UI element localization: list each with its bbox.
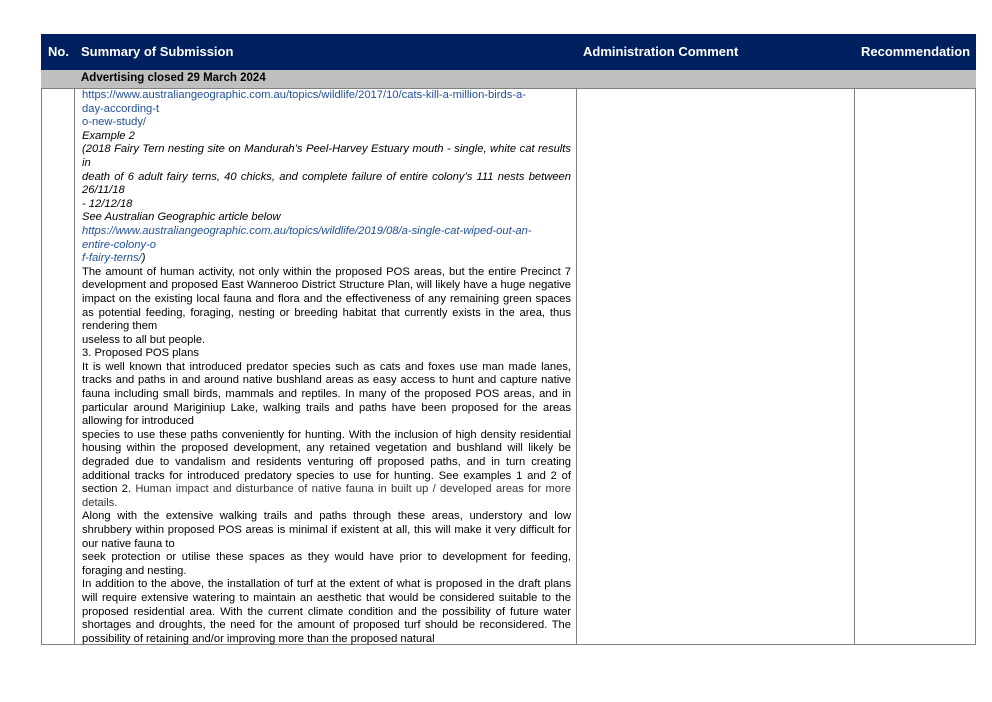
example-heading: Example 2 [82,129,135,142]
paragraph: The amount of human activity, not only within the proposed POS areas, but the entire Precinct 7 development and proposed East Wanneroo District Structure Plan, will likely have a huge negative impact on the existing local fauna and flora and the effectiveness of any remaining green spaces as potential feeding, foraging, nesting or breeding habitat that currently exists in the area, thus rendering them [82,265,571,333]
link-text[interactable]: entire-colony-o [82,238,156,251]
paragraph: Along with the extensive walking trails and paths through these areas, understory and low shrubbery within proposed POS areas is minimal if existent at all, this will make it very difficult for our native fauna to [82,510,571,550]
link-text[interactable]: https://www.australiangeographic.com.au/topics/wildlife/2017/10/cats-kill-a-million-birds-a- [82,89,526,101]
text-fragment: ) [141,252,146,265]
text-fragment: species to use these paths conveniently for hunting. With the inclusion of high density residential housing within the proposed development, any retained vegetation and bushland will likely be degraded due to vandalism and residents venturing off proposed paths, and in turn creating additional tracks for introduced predatory species to use for hunting. See examples 1 and 2 of section 2. [82,428,571,496]
column-divider [854,89,855,644]
paragraph-heading: 3. Proposed POS plans [82,347,199,360]
summary-text [82,89,571,646]
text-line: death of 6 adult fairy terns, 40 chicks, and complete failure of entire colony’s 111 nests between 26/11/18 [82,170,571,197]
text-line: See Australian Geographic article below [82,211,281,224]
section-title: Advertising closed 29 March 2024 [81,72,266,84]
text-fragment: Human impact and disturbance of native fauna in built up / developed areas for more details. [82,483,571,509]
link-text[interactable]: day-according-t [82,102,160,115]
submission-table [41,34,976,645]
link-text[interactable]: f-fairy-terns/ [82,252,142,265]
paragraph: It is well known that introduced predator species such as cats and foxes use man made lanes, tracks and paths in and around native bushland areas as easy access to hunt and capture native fauna including small birds, mammals and reptiles. In many of the proposed POS areas, and in particular around Mariginiup Lake, walking trails and paths have been proposed for the areas allowing for introduced [82,360,571,428]
text-line: - 12/12/18 [82,197,133,210]
header-summary: Summary of Submission [81,44,234,59]
paragraph: seek protection or utilise these spaces as they would have prior to development for feeding, foraging and nesting. [82,551,571,577]
paragraph [82,429,571,511]
table-body [41,89,976,645]
header-recommendation: Recommendation [861,44,971,59]
paragraph: In addition to the above, the installation of turf at the extent of what is proposed in the draft plans will require extensive watering to maintain an aesthetic that would be considered suitable to the proposed residential area. With the current climate condition and the possibility of future water shortages and droughts, the need for the amount of proposed turf should be reconsidered. The possibility of retaining and/or improving more than the proposed natural [82,578,571,645]
link-text[interactable]: o-new-study/ [82,116,147,129]
section-row [41,70,976,89]
column-divider [74,89,75,644]
header-no: No. [48,44,69,59]
column-divider [576,89,577,644]
text-line: (2018 Fairy Tern nesting site on Mandurah’s Peel-Harvey Estuary mouth - single, white cat results in [82,143,571,169]
paragraph: useless to all but people. [82,333,206,346]
link-text[interactable]: https://www.australiangeographic.com.au/topics/wildlife/2019/08/a-single-cat-wiped-out-an- [82,224,532,237]
header-admin-comment: Administration Comment [583,44,739,59]
table-header [41,34,976,70]
